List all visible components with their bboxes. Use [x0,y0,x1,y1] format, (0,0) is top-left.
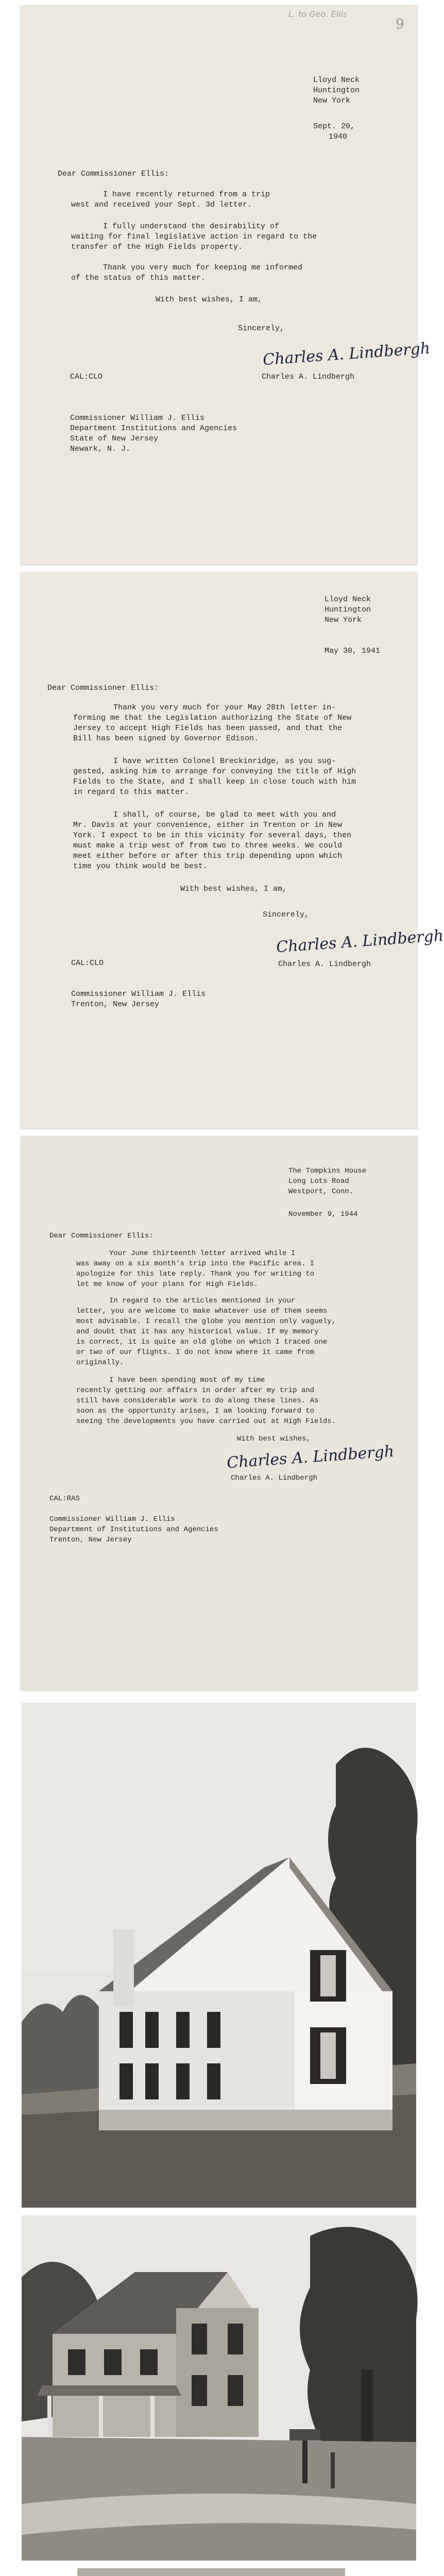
salutation: Dear Commissioner Ellis: [58,170,169,178]
sender-address-line: New York [313,96,351,105]
paragraph-line: In regard to the articles mentioned in your [109,1297,296,1305]
paragraph-line: York. I expect to be in this vicinity for several days, then [73,831,352,840]
photo-house-side [22,1703,416,2208]
paragraph-line: originally. [76,1359,124,1367]
paragraph-line: most advisable. I recall the globe you mention only vaguely, [76,1317,336,1326]
salutation: Dear Commissioner Ellis: [47,684,159,692]
paragraph-line: I have written Colonel Breckinridge, as you sug- [113,757,336,766]
closing: Sincerely, [263,910,310,919]
paragraph [76,1296,336,1368]
paragraph-line: west and received your Sept. 3d letter. [71,200,252,209]
paragraph-line: I fully understand the desirability of [103,222,280,231]
paragraph-line: of the status of this matter. [71,274,206,282]
letter-date: Sept. 20, [313,122,355,131]
paragraph [73,703,352,744]
paragraph [73,756,356,798]
paragraph-line: is correct, it is quite an old globe on which I traced one [76,1338,328,1346]
paragraph-line: soon as the opportunity arises, I am looking forward to [76,1407,315,1415]
closing-wishes: With best wishes, I am, [180,885,287,893]
paragraph [73,810,352,872]
paragraph-line: still have considerable work to do along these lines. As [76,1397,319,1405]
initials: CAL:CLO [71,959,104,968]
paragraph [76,1248,315,1290]
closing-wishes: With best wishes, [237,1435,311,1443]
paragraph [71,222,317,252]
paragraph-line: was away on a six month's trip into the Pacific area. I [76,1260,315,1268]
paragraph-line: Thank you very much for keeping me informed [103,263,303,272]
letter-page-1 [21,5,431,564]
typed-name: Charles A. Lindbergh [262,372,355,381]
addressee-line: Trenton, New Jersey [71,1000,160,1009]
paragraph-line: or two of our flights. I do not know where it came from [76,1348,315,1357]
paragraph-line: I have been spending most of my time [109,1376,265,1384]
sender-address-line: Lloyd Neck [325,595,371,604]
paragraph-line: Bill has been signed by Governor Edison. [73,734,259,743]
addressee-line: Trenton, New Jersey [49,1536,132,1544]
paragraph [71,263,303,283]
initials: CAL:RAS [49,1495,80,1503]
paragraph-line: seeing the developments you have carried out at High Fields. [76,1417,336,1426]
sender-address-line: Long Lots Road [288,1177,349,1185]
addressee-block [70,413,237,454]
typed-name: Charles A. Lindbergh [278,960,371,969]
typed-name: Charles A. Lindbergh [231,1474,318,1482]
paragraph-line: transfer of the High Fields property. [71,243,243,251]
sender-address-line: Huntington [313,86,360,95]
closing: Sincerely, [238,324,285,333]
paragraph-line: meet either before or after this trip depending upon which [73,852,343,860]
paragraph-line: in regard to this matter. [73,788,190,796]
addressee-block [49,1514,218,1545]
addressee-line: State of New Jersey [70,434,159,443]
signature: Charles A. Lindbergh [262,339,431,369]
paragraph-line: gested, asking him to arrange for conveying the title of High [73,767,356,776]
photo-house-porch-image [22,2215,416,2561]
paragraph-line: recently getting our affairs in order after my trip and [76,1386,315,1395]
sender-address-line: Huntington [325,605,371,614]
sender-address-line: Westport, Conn. [288,1188,354,1196]
paragraph-line: I have recently returned from a trip [103,190,270,199]
paragraph-line: time you think would be best. [73,862,208,871]
signature: Charles A. Lindbergh [276,926,444,957]
addressee-line: Department Institutions and Agencies [70,424,237,433]
addressee-block [71,989,206,1010]
addressee-line: Commissioner William J. Ellis [71,990,206,998]
letter-page-3 [21,1136,417,1690]
paragraph-line: waiting for final legislative action in regard to the [71,232,317,241]
paragraph-line: apologize for this late reply. Thank you for writing to [76,1270,315,1278]
sender-address-line: Lloyd Neck [313,76,360,84]
addressee-line: Commissioner William J. Ellis [49,1515,175,1523]
addressee-line: Commissioner William J. Ellis [70,414,205,422]
photo-house-side-image [22,1703,416,2208]
letter-date: November 9, 1944 [288,1210,358,1218]
addressee-line: Department of Institutions and Agencies [49,1526,218,1534]
initials: CAL:CLO [70,372,103,381]
closing-wishes: With best wishes, I am, [156,295,263,304]
sender-address-line: New York [325,616,362,624]
sender-address-line: The Tompkins House [288,1167,367,1175]
letter-date: May 30, 1941 [325,647,381,655]
paragraph-line: Fields to the State, and I shall keep in close touch with him [73,777,356,786]
paragraph-line: I shall, of course, be glad to meet with you and [113,810,336,819]
page-number: 9 [396,16,404,32]
paragraph-line: forming me that the Legislation authorizing the State of New [73,714,352,722]
paragraph-line: Mr. Davis at your convenience, either in Trenton or in New [73,821,343,829]
paragraph-line: Thank you very much for your May 28th letter in- [113,703,336,712]
addressee-line: Newark, N. J. [70,445,131,453]
photo-house-porch [22,2215,416,2561]
paragraph-line: Jersey to accept High Fields has been passed, and that the [73,724,343,733]
paragraph-line: let me know of your plans for High Fields. [76,1280,258,1289]
signature: Charles A. Lindbergh [226,1442,395,1472]
photo-portrait [77,2568,345,2576]
letter-date-year: 1940 [329,132,348,141]
photo-portrait-image [77,2568,345,2576]
paragraph-line: Your June thirteenth letter arrived while I [109,1249,296,1258]
pencil-note: L. to Geo. Ellis [288,9,348,19]
paragraph-line: and doubt that it has any historical value. If my memory [76,1328,319,1336]
letter-page-2 [21,572,444,1128]
paragraph-line: must make a trip west of from two to three weeks. We could [73,841,343,850]
paragraph [76,1375,336,1427]
paragraph [71,190,270,210]
paragraph-line: letter, you are welcome to make whatever use of them seems [76,1307,328,1315]
salutation: Dear Commissioner Ellis: [49,1232,153,1240]
